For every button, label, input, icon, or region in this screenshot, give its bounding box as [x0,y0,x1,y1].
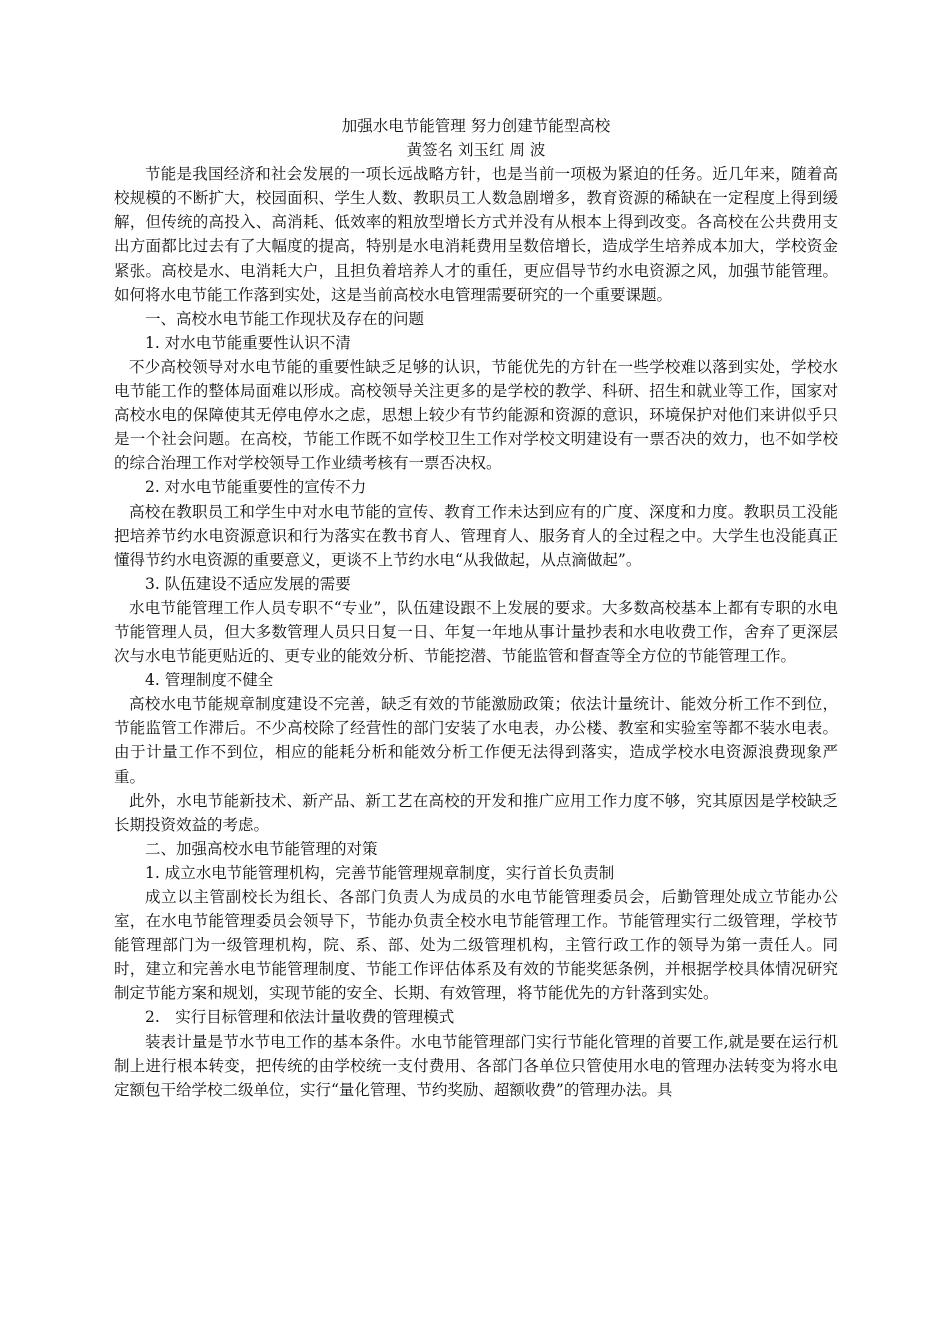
subheading-1-3: 3. 队伍建设不适应发展的需要 [145,574,351,593]
paragraph-1-2: 高校在教职员工和学生中对水电节能的宣传、教育工作未达到应有的广度、深度和力度。教职员工没能把培养节约水电资源意识和行为落实在教书育人、管理育人、服务育人的全过程之中。大学生也没能真正懂得节约水电资源的重要意义，更谈不上节约水电“从我做起，从点滴做起”。 [114,502,838,569]
subheading-2-2: 2. 实行目标管理和依法计量收费的管理模式 [145,1008,455,1027]
paragraph-intro: 节能是我国经济和社会发展的一项长远战略方针，也是当前一项极为紧迫的任务。近几年来，随着高校规模的不断扩大，校园面积、学生人数、教职员工人数急剧增多，教育资源的稀缺在一定程度上得到缓解，但传统的高投入、高消耗、低效率的粗放型增长方式并没有从根本上得到改变。各高校在公共费用支出方面都比过去有了大幅度的提高，特别是水电消耗费用呈数倍增长，造成学生培养成本加大，学校资金紧张。高校是水、电消耗大户，且担负着培养人才的重任，更应倡导节约水电资源之风，加强节能管理。如何将水电节能工作落到实处，这是当前高校水电管理需要研究的一个重要课题。 [114,165,838,304]
section-heading-2: 二、加强高校水电节能管理的对策 [145,839,378,858]
article-authors: 黄签名 刘玉红 周 波 [406,141,546,160]
subheading-1-1: 1. 对水电节能重要性认识不清 [145,333,351,352]
section-heading-1: 一、高校水电节能工作现状及存在的问题 [145,309,425,328]
paragraph-2-1: 成立以主管副校长为组长、各部门负责人为成员的水电节能管理委员会，后勤管理处成立节能办公室，在水电节能管理委员会领导下，节能办负责全校水电节能管理工作。节能管理实行二级管理，学校节能管理部门为一级管理机构，院、系、部、处为二级管理机构，主管行政工作的领导为第一责任人。同时，建立和完善水电节能管理制度、节能工作评估体系及有效的节能奖惩条例，并根据学校具体情况研究制定节能方案和规划，实现节能的安全、长期、有效管理，将节能优先的方针落到实处。 [114,888,838,1003]
paragraph-1-3: 水电节能管理工作人员专职不“专业”，队伍建设跟不上发展的要求。大多数高校基本上都有专职的水电节能管理人员，但大多数管理人员只日复一日、年复一年地从事计量抄表和水电收费工作，舍弃了更深层次与水电节能更贴近的、更专业的能效分析、节能挖潜、节能监管和督查等全方位的节能管理工作。 [114,598,838,666]
subheading-2-1: 1. 成立水电节能管理机构，完善节能管理规章制度，实行首长负责制 [145,863,615,882]
paragraph-1-4: 高校水电节能规章制度建设不完善，缺乏有效的节能激励政策；依法计量统计、能效分析工作不到位，节能监管工作滞后。不少高校除了经营性的部门安装了水电表，办公楼、教室和实验室等都不装水电表。由于计量工作不到位，相应的能耗分析和能效分析工作便无法得到落实，造成学校水电资源浪费现象严重。 [114,695,838,786]
subheading-1-4: 4. 管理制度不健全 [145,671,274,690]
subheading-1-2: 2. 对水电节能重要性的宣传不力 [145,478,367,497]
article-title: 加强水电节能管理 努力创建节能型高校 [341,117,611,135]
paragraph-1-1: 不少高校领导对水电节能的重要性缺乏足够的认识，节能优先的方针在一些学校难以落到实处，学校水电节能工作的整体局面难以形成。高校领导关注更多的是学校的教学、科研、招生和就业等工作，国家对高校水电的保障使其无停电停水之虑，思想上较少有节约能源和资源的意识，环境保护对他们来讲似乎只是一个社会问题。在高校，节能工作既不如学校卫生工作对学校文明建设有一票否决的效力，也不如学校的综合治理工作对学校领导工作业绩考核有一票否决权。 [114,357,838,473]
paragraph-1-4-extra: 此外，水电节能新技术、新产品、新工艺在高校的开发和推广应用工作力度不够，究其原因是学校缺乏长期投资效益的考虑。 [114,791,838,834]
paragraph-2-2: 装表计量是节水节电工作的基本条件。水电节能管理部门实行节能化管理的首要工作,就是要在运行机制上进行根本转变，把传统的由学校统一支付费用、各部门各单位只管使用水电的管理办法转变为将水电定额包干给学校二级单位，实行“量化管理、节约奖励、超额收费”的管理办法。具 [114,1032,838,1099]
document-page [114,114,838,1102]
